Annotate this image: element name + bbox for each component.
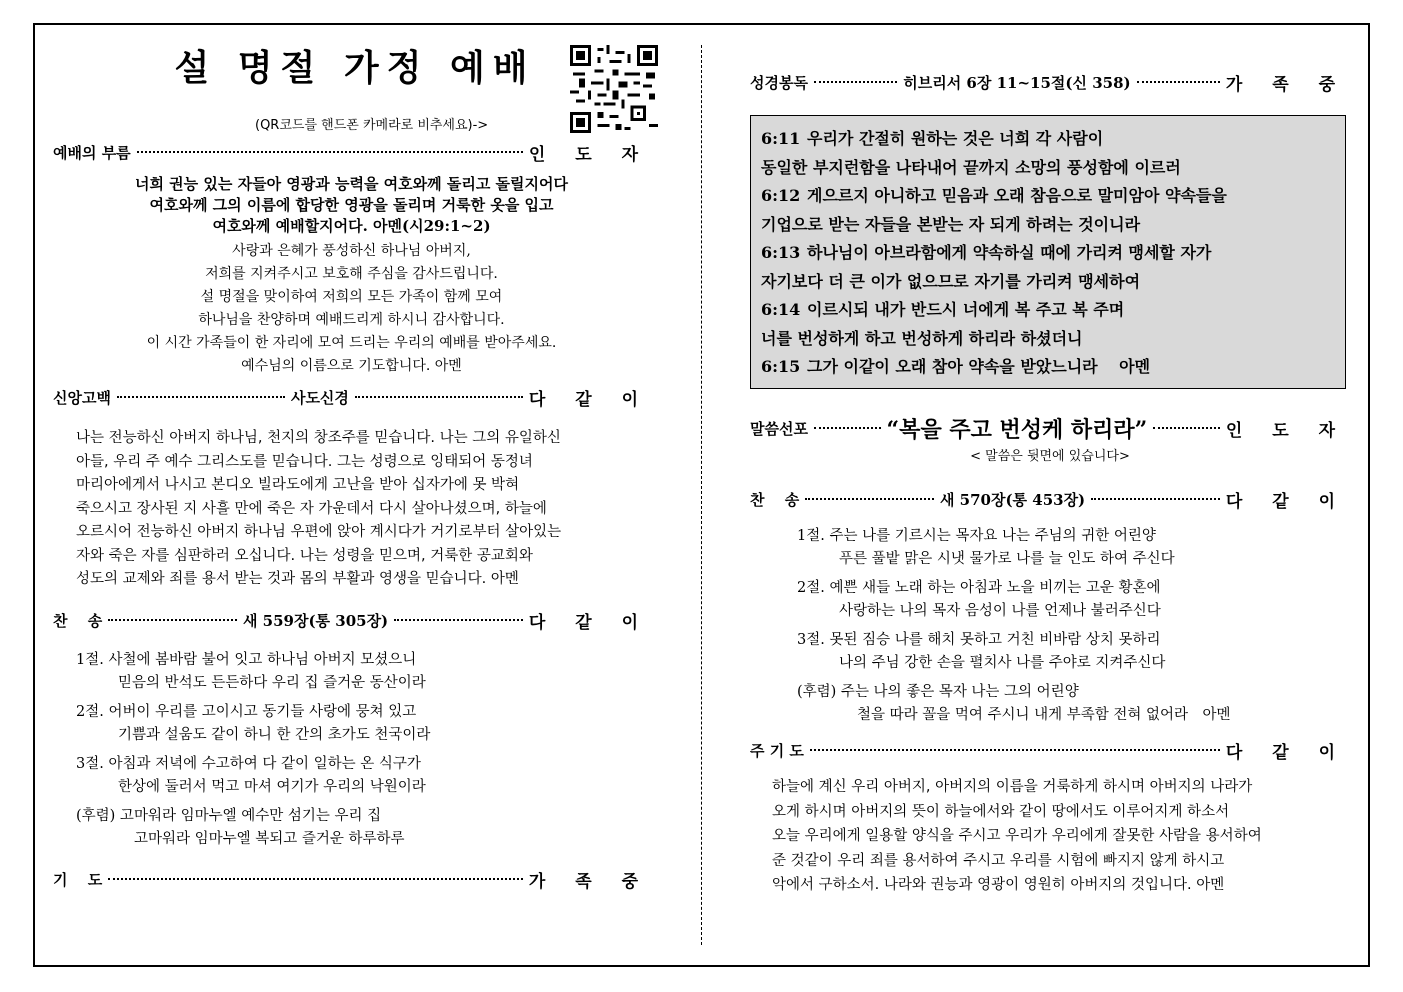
verse-line: 6:11 우리가 간절히 원하는 것은 너희 각 사람이 [761, 129, 1104, 148]
qr-code-icon [570, 45, 658, 133]
section-header-reading [750, 70, 1347, 94]
call-verse-line: 여호와께 그의 이름에 합당한 영광을 돌리며 거룩한 옷을 입고 [149, 196, 554, 214]
hymn-line: 사랑하는 나의 목자 음성이 나를 언제나 불러주신다 [839, 603, 1161, 619]
call-verse-line: 여호와께 예배할지어다. 아멘(시29:1~2) [212, 217, 491, 235]
section-header-creed [53, 385, 650, 409]
hymn-line: 고마워라 임마누엘 복되고 즐거운 하루하루 [134, 831, 405, 847]
dot-leader [137, 151, 523, 153]
section-label: 주 기 도 [750, 741, 804, 760]
section-label: 찬 송 [53, 611, 103, 630]
lords-prayer-line: 준 것같이 우리 죄를 용서하여 주시고 우리를 시험에 빠지지 않게 하시고 [772, 852, 1225, 869]
section-title: 히브리서 6장 11~15절(신 358) [903, 73, 1131, 92]
hymn-line: 철을 따라 꼴을 먹여 주시니 내게 부족함 전혀 없어라 아멘 [857, 707, 1231, 723]
dot-leader [805, 498, 934, 500]
prayer-line: 저희를 지켜주시고 보호해 주심을 감사드립니다. [205, 266, 498, 282]
section-leader: 인 도 자 [528, 144, 650, 165]
prayer-line: 설 명절을 맞이하여 저희의 모든 가족이 함께 모여 [200, 289, 503, 305]
hymn-stanza [797, 525, 1357, 571]
creed-line: 아들, 우리 주 예수 그리스도를 믿습니다. 그는 성령으로 잉태되어 동정녀 [76, 453, 533, 470]
verse-line: 기업으로 받는 자들을 본받는 자 되게 하려는 것이니라 [761, 214, 1141, 234]
hymn-stanza [797, 681, 1357, 727]
section-header-lords-prayer [750, 738, 1347, 762]
section-title: 사도신경 [290, 388, 349, 407]
section-header-hymn1 [53, 608, 650, 632]
verse-line: 너를 번성하게 하고 번성하게 하리라 하셨더니 [761, 328, 1083, 348]
hymn1-lyrics [76, 649, 676, 857]
section-label: 찬 송 [750, 490, 800, 509]
hymn-line: 3절. 아침과 저녁에 수고하여 다 같이 일하는 온 식구가 [76, 756, 421, 772]
section-label: 신앙고백 [53, 388, 111, 407]
lords-prayer-line: 악에서 구하소서. 나라와 권능과 영광이 영원히 아버지의 것입니다. 아멘 [772, 877, 1225, 893]
hymn-line: 1절. 주는 나를 기르시는 목자요 나는 주님의 귀한 어린양 [797, 528, 1156, 544]
section-label: 성경봉독 [750, 73, 808, 92]
call-verse [53, 174, 650, 237]
section-header-hymn2 [750, 487, 1347, 511]
creed-line: 오르시어 전능하신 아버지 하나님 우편에 앉아 계시다가 거기로부터 살아있는 [76, 524, 562, 540]
sermon-title: “복을 주고 번성케 하리라” [886, 416, 1148, 443]
section-leader: 다 같 이 [1225, 491, 1348, 512]
hymn2-lyrics [797, 525, 1357, 733]
prayer-line: 하나님을 찬양하며 예배드리게 하시니 감사합니다. [198, 312, 505, 328]
lords-prayer [772, 775, 1362, 898]
scripture-box [750, 115, 1346, 389]
hymn-line: (후렴) 고마워라 임마누엘 예수만 섬기는 우리 집 [76, 808, 382, 824]
verse-line: 6:13 하나님이 아브라함에게 약속하실 때에 가리켜 맹세할 자가 [761, 243, 1212, 262]
hymn-line: 한상에 둘러서 먹고 마셔 여기가 우리의 낙원이라 [118, 779, 426, 795]
dot-leader [1153, 427, 1220, 429]
sermon-note: < 말씀은 뒷면에 있습니다> [970, 449, 1130, 464]
hymn-stanza [76, 805, 676, 851]
prayer-line: 사랑과 은혜가 풍성하신 하나님 아버지, [232, 243, 471, 259]
dot-leader [355, 396, 523, 398]
hymn-line: 믿음의 반석도 든든하다 우리 집 즐거운 동산이라 [118, 675, 426, 691]
column-divider [701, 45, 702, 945]
verse-line: 6:14 이르시되 내가 반드시 너에게 복 주고 복 주며 [761, 300, 1125, 319]
hymn-stanza [797, 629, 1357, 675]
prayer-line: 예수님의 이름으로 기도합니다. 아멘 [241, 358, 462, 374]
section-label: 예배의 부름 [53, 143, 131, 162]
creed-line: 자와 죽은 자를 심판하러 오십니다. 나는 성령을 믿으며, 거룩한 공교회와 [76, 547, 533, 564]
lords-prayer-line: 오게 하시며 아버지의 뜻이 하늘에서와 같이 땅에서도 이루어지게 하소서 [772, 803, 1230, 820]
section-leader: 다 같 이 [528, 612, 651, 633]
verse-line: 동일한 부지런함을 나타내어 끝까지 소망의 풍성함에 이르러 [761, 157, 1181, 177]
section-leader: 다 같 이 [1225, 742, 1347, 763]
prayer-line: 이 시간 가족들이 한 자리에 모여 드리는 우리의 예배를 받아주세요. [146, 335, 557, 351]
dot-leader [108, 878, 523, 880]
opening-prayer [53, 240, 650, 378]
section-leader: 다 같 이 [528, 389, 651, 410]
section-label: 기 도 [53, 870, 103, 889]
section-leader: 가 족 중 [1225, 74, 1347, 95]
hymn-stanza [76, 649, 676, 695]
creed-line: 죽으시고 장사된 지 사흘 만에 죽은 자 가운데서 다시 살아나셨으며, 하늘에 [76, 500, 547, 517]
section-label: 말씀선포 [750, 419, 808, 438]
hymn-stanza [76, 753, 676, 799]
call-verse-line: 너희 권능 있는 자들아 영광과 능력을 여호와께 돌리고 돌릴지어다 [134, 175, 568, 193]
apostles-creed [76, 427, 676, 592]
dot-leader [1137, 81, 1220, 83]
hymn-stanza [76, 701, 676, 747]
hymn-line: 기쁨과 설움도 같이 하니 한 간의 초가도 천국이라 [118, 727, 431, 743]
creed-line: 마리아에게서 나시고 본디오 빌라도에게 고난을 받아 십자가에 못 박혀 [76, 477, 520, 493]
creed-line: 나는 전능하신 아버지 하나님, 천지의 창조주를 믿습니다. 나는 그의 유일하신 [76, 430, 561, 446]
dot-leader [810, 749, 1220, 751]
hymn-line: 3절. 못된 짐승 나를 해치 못하고 거친 비바람 상치 못하리 [797, 632, 1161, 648]
hymn-line: 1절. 사철에 봄바람 불어 잇고 하나님 아버지 모셨으니 [76, 652, 417, 668]
hymn-stanza [797, 577, 1357, 623]
hymn-line: 푸른 풀밭 맑은 시냇 물가로 나를 늘 인도 하여 주신다 [839, 551, 1175, 567]
verse-line: 6:15 그가 이같이 오래 참아 약속을 받았느니라 아멘 [761, 357, 1151, 376]
dot-leader [814, 427, 881, 429]
section-title: 새 559장(통 305장) [242, 611, 389, 630]
section-title: 새 570장(통 453장) [939, 490, 1086, 509]
section-header-prayer [53, 867, 650, 891]
section-header-sermon [750, 414, 1347, 442]
verse-line: 6:12 게으르지 아니하고 믿음과 오래 참음으로 말미암아 약속들을 [761, 186, 1227, 205]
verse-line: 자기보다 더 큰 이가 없으므로 자기를 가리켜 맹세하여 [761, 271, 1141, 291]
dot-leader [1091, 498, 1220, 500]
dot-leader [394, 619, 523, 621]
dot-leader [814, 81, 897, 83]
hymn-line: 2절. 어버이 우리를 고이시고 동기들 사랑에 뭉쳐 있고 [76, 704, 417, 720]
hymn-line: (후렴) 주는 나의 좋은 목자 나는 그의 어린양 [797, 684, 1079, 700]
section-leader: 가 족 중 [528, 871, 650, 892]
qr-caption: (QR코드를 핸드폰 카메라로 비추세요)-> [255, 118, 489, 133]
hymn-line: 2절. 예쁜 새들 노래 하는 아침과 노을 비끼는 고운 황혼에 [797, 580, 1161, 596]
creed-line: 성도의 교제와 죄를 용서 받는 것과 몸의 부활과 영생을 믿습니다. 아멘 [76, 571, 519, 587]
page-title: 설 명절 가정 예배 [174, 47, 536, 89]
lords-prayer-line: 오늘 우리에게 일용할 양식을 주시고 우리가 우리에게 잘못한 사람을 용서하여 [772, 828, 1262, 844]
dot-leader [108, 619, 237, 621]
hymn-line: 나의 주님 강한 손을 펼치사 나를 주야로 지켜주신다 [839, 655, 1166, 671]
dot-leader [117, 396, 285, 398]
section-header-call [53, 140, 650, 164]
section-leader: 인 도 자 [1225, 420, 1348, 441]
lords-prayer-line: 하늘에 계신 우리 아버지, 아버지의 이름을 거룩하게 하시며 아버지의 나라가 [772, 779, 1253, 795]
